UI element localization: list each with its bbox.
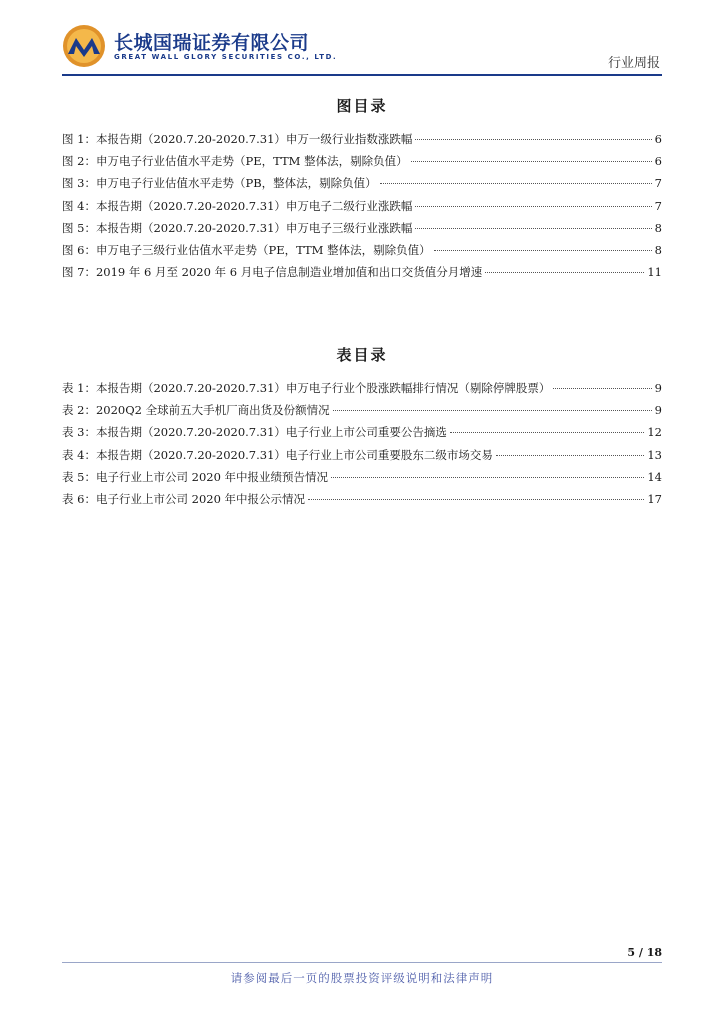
toc-entry[interactable] — [62, 242, 662, 264]
company-logo-icon — [62, 24, 106, 68]
toc-entry[interactable] — [62, 220, 662, 242]
page-header — [62, 22, 662, 74]
figures-toc-list — [62, 131, 662, 286]
toc-entry-label: 图 5：本报告期（2020.7.20-2020.7.31）申万电子三级行业涨跌幅 — [62, 220, 413, 235]
toc-entry-page: 8 — [654, 220, 662, 235]
toc-entry[interactable] — [62, 175, 662, 197]
toc-leader — [415, 139, 651, 140]
header-divider — [62, 74, 662, 76]
toc-leader — [331, 477, 644, 478]
toc-entry[interactable] — [62, 491, 662, 513]
toc-leader — [496, 455, 644, 456]
toc-entry-label: 图 4：本报告期（2020.7.20-2020.7.31）申万电子二级行业涨跌幅 — [62, 198, 413, 213]
toc-entry[interactable] — [62, 447, 662, 469]
brand-name-cn: 长城国瑞证券有限公司 — [114, 32, 310, 54]
toc-entry-page: 9 — [654, 403, 662, 418]
toc-entry-page: 12 — [647, 425, 662, 440]
figures-toc-title: 图目录 — [336, 97, 388, 115]
toc-entry-label: 图 1：本报告期（2020.7.20-2020.7.31）申万一级行业指数涨跌幅 — [62, 132, 413, 146]
page-number: 5 / 18 — [627, 946, 662, 959]
report-type: 行业周报 — [607, 56, 660, 71]
toc-entry-label: 图 3：申万电子行业估值水平走势（PB，整体法，剔除负值） — [62, 176, 377, 191]
toc-entry[interactable] — [62, 380, 662, 402]
toc-leader — [380, 183, 652, 184]
toc-leader — [450, 432, 644, 433]
toc-entry-label: 表 3：本报告期（2020.7.20-2020.7.31）电子行业上市公司重要公告摘选 — [62, 425, 447, 440]
toc-entry[interactable] — [62, 469, 662, 491]
toc-entry-page: 13 — [647, 447, 662, 462]
toc-entry-label: 表 1：本报告期（2020.7.20-2020.7.31）申万电子行业个股涨跌幅排行情况（剔除停牌股票） — [62, 381, 551, 395]
toc-entry-label: 图 2：申万电子行业估值水平走势（PE，TTM 整体法，剔除负值） — [62, 154, 408, 169]
toc-leader — [333, 410, 652, 411]
toc-entry-page: 11 — [647, 265, 662, 280]
toc-leader — [308, 499, 644, 500]
toc-entry-page: 7 — [654, 198, 662, 213]
tables-toc-title: 表目录 — [336, 346, 388, 364]
toc-entry-page: 6 — [654, 154, 662, 169]
toc-entry-page: 9 — [654, 381, 662, 395]
tables-toc-list — [62, 380, 662, 513]
toc-entry-label: 表 5：电子行业上市公司 2020 年中报业绩预告情况 — [62, 469, 329, 484]
toc-entry[interactable] — [62, 402, 662, 424]
toc-entry-page: 8 — [654, 242, 662, 257]
toc-entry-page: 14 — [647, 469, 662, 484]
toc-entry[interactable] — [62, 264, 662, 286]
footer-disclaimer-link[interactable]: 请参阅最后一页的股票投资评级说明和法律声明 — [230, 971, 494, 985]
toc-entry-label: 表 6：电子行业上市公司 2020 年中报公示情况 — [62, 491, 306, 506]
toc-entry[interactable] — [62, 153, 662, 175]
toc-leader — [411, 161, 652, 162]
toc-entry-label: 图 7：2019 年 6 月至 2020 年 6 月电子信息制造业增加值和出口交货值分月增速 — [62, 265, 483, 280]
toc-entry-label: 表 4：本报告期（2020.7.20-2020.7.31）电子行业上市公司重要股东二级市场交易 — [62, 447, 493, 462]
toc-leader — [553, 388, 651, 389]
toc-entry[interactable] — [62, 198, 662, 220]
brand-name-en: GREAT WALL GLORY SECURITIES CO., LTD. — [114, 53, 338, 61]
toc-entry-page: 6 — [654, 132, 662, 146]
toc-entry-label: 表 2：2020Q2 全球前五大手机厂商出货及份额情况 — [62, 403, 330, 418]
toc-leader — [415, 206, 651, 207]
toc-entry[interactable] — [62, 131, 662, 153]
toc-entry-label: 图 6：申万电子三级行业估值水平走势（PE，TTM 整体法，剔除负值） — [62, 242, 431, 257]
toc-leader — [415, 228, 651, 229]
toc-entry-page: 7 — [654, 176, 662, 191]
toc-leader — [485, 272, 644, 273]
footer-divider — [62, 962, 662, 963]
toc-entry[interactable] — [62, 424, 662, 446]
toc-leader — [434, 250, 652, 251]
toc-entry-page: 17 — [647, 491, 662, 506]
